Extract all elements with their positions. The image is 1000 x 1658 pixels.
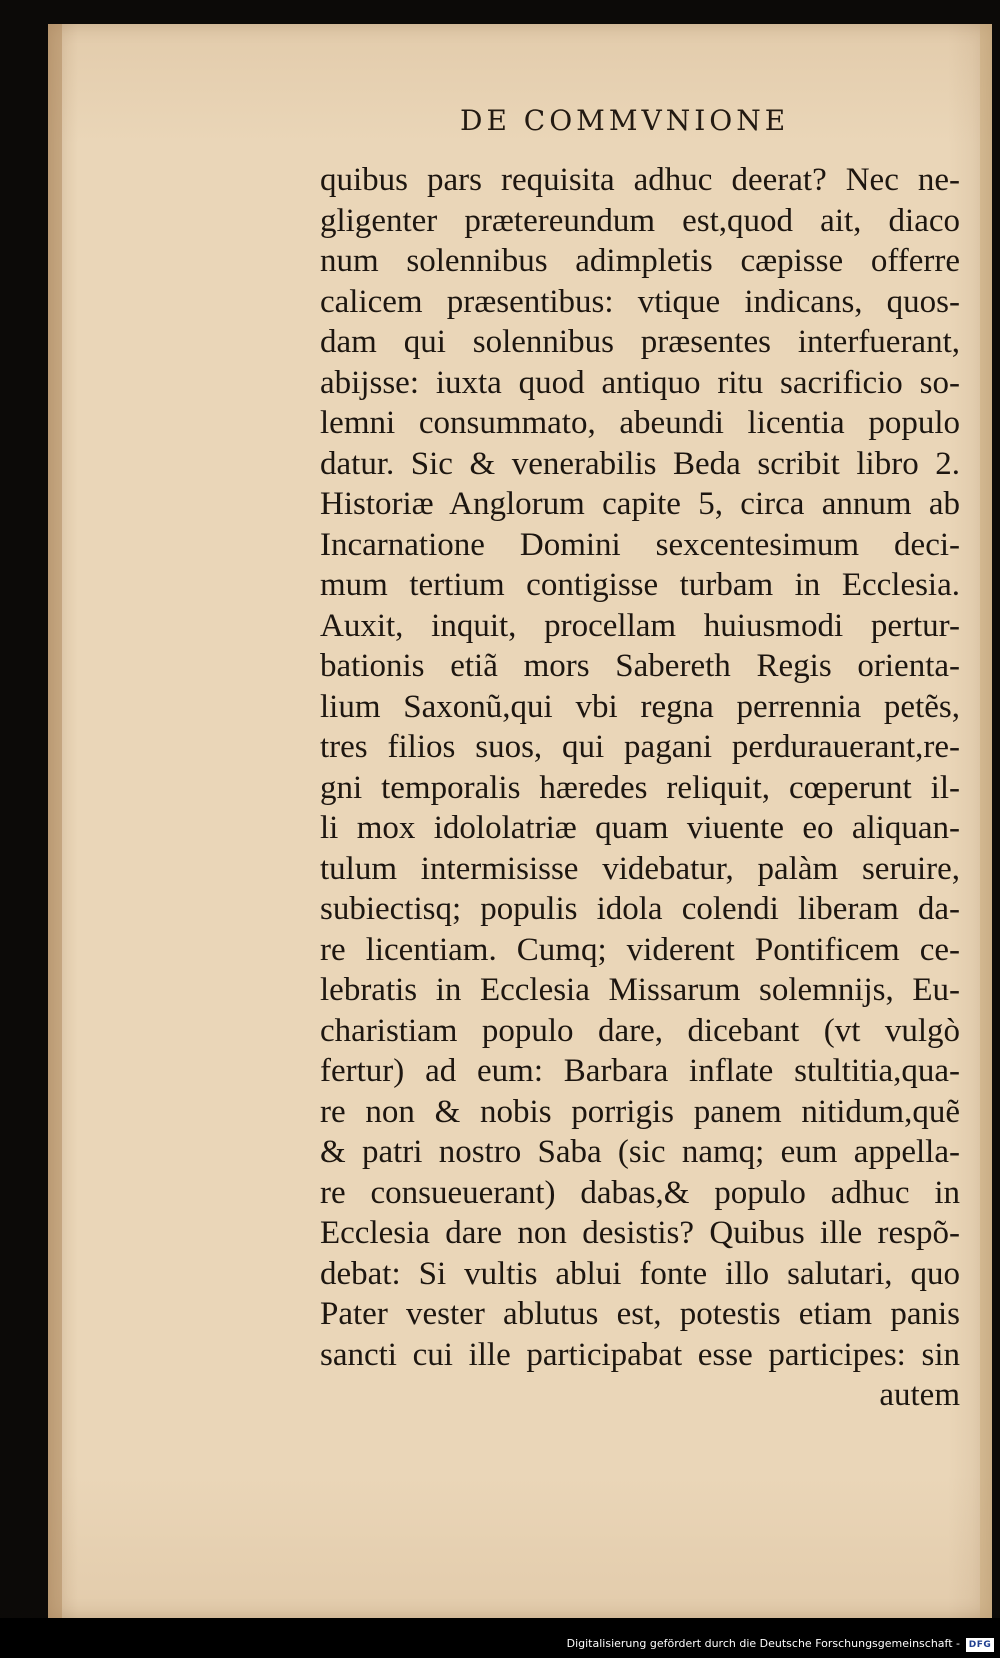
- text-line: Auxit, inquit, procellam huiusmodi pertur-: [320, 607, 960, 644]
- text-line: bationis etiã mors Sabereth Regis orienta-: [320, 648, 960, 684]
- text-line: lemni consummato, abeundi licentia populo: [320, 405, 960, 441]
- text-line: gligenter prætereundum est,quod ait, diaco: [320, 202, 960, 239]
- dfg-logo-icon: DFG: [966, 1638, 994, 1652]
- text-line: subiectisq; populis idola colendi liberam da-: [320, 891, 960, 927]
- running-head: DE COMMVNIONE: [460, 104, 790, 137]
- funding-note: Digitalisierung gefördert durch die Deutsche Forschungsgemeinschaft -: [566, 1637, 960, 1650]
- text-line: fertur) ad eum: Barbara inflate stultitia,qua-: [320, 1053, 960, 1089]
- text-line: Incarnatione Domini sexcentesimum deci-: [320, 526, 960, 563]
- text-line: tulum intermisisse videbatur, palàm seruire,: [320, 850, 960, 887]
- text-line: lebratis in Ecclesia Missarum solemnijs, Eu-: [320, 972, 960, 1008]
- text-line: debat: Si vultis ablui fonte illo salutari, quo: [320, 1255, 960, 1292]
- text-line: datur. Sic & venerabilis Beda scribit libro 2.: [320, 445, 960, 482]
- footer-bar: [0, 1618, 1000, 1658]
- book-page: [48, 24, 992, 1618]
- text-line: tres filios suos, qui pagani perdurauerant,re-: [320, 729, 960, 765]
- text-line: lium Saxonũ,qui vbi regna perrennia petẽs,: [320, 688, 960, 725]
- text-line: & patri nostro Saba (sic namq; eum appella-: [320, 1134, 960, 1170]
- text-line: re non & nobis porrigis panem nitidum,quẽ: [320, 1093, 960, 1130]
- text-line: num solennibus adimpletis cæpisse offerre: [320, 243, 960, 279]
- text-line: re consueuerant) dabas,& populo adhuc in: [320, 1174, 960, 1211]
- text-line: dam qui solennibus præsentes interfuerant,: [320, 324, 960, 360]
- text-line: gni temporalis hæredes reliquit, cœperunt il-: [320, 769, 960, 806]
- text-line: sancti cui ille participabat esse participes: sin: [320, 1336, 960, 1373]
- text-line: re licentiam. Cumq; viderent Pontificem ce-: [320, 931, 960, 968]
- text-line: Ecclesia dare non desistis? Quibus ille respõ-: [320, 1215, 960, 1251]
- text-line: abijsse: iuxta quod antiquo ritu sacrificio so-: [320, 364, 960, 401]
- text-line: mum tertium contigisse turbam in Ecclesia.: [320, 567, 960, 603]
- text-line: Historiæ Anglorum capite 5, circa annum ab: [320, 486, 960, 522]
- text-line: li mox idololatriæ quam viuente eo aliquan-: [320, 810, 960, 846]
- text-block: [320, 160, 960, 1416]
- text-line: calicem præsentibus: vtique indicans, quos-: [320, 283, 960, 320]
- text-line: autem: [879, 1377, 960, 1413]
- text-line: charistiam populo dare, dicebant (vt vulgò: [320, 1012, 960, 1049]
- text-line: quibus pars requisita adhuc deerat? Nec ne-: [320, 162, 960, 198]
- text-line: Pater vester ablutus est, potestis etiam panis: [320, 1296, 960, 1332]
